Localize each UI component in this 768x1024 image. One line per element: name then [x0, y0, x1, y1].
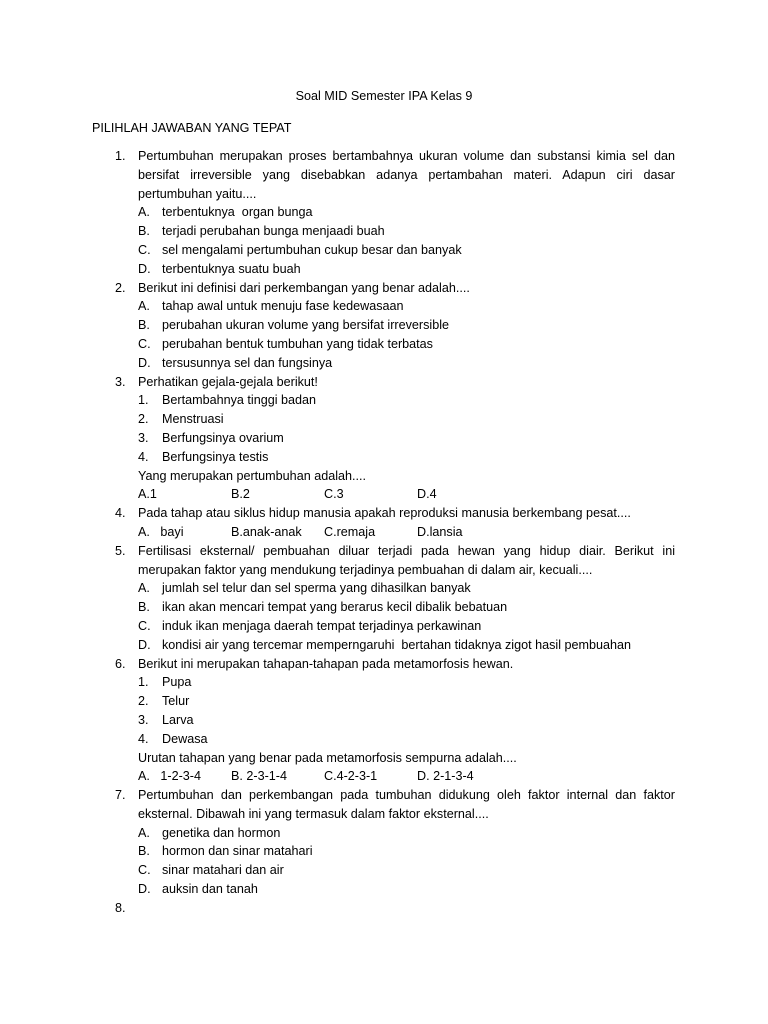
question-number: 8.: [115, 900, 126, 915]
answer-option-text: hormon dan sinar matahari: [162, 844, 313, 859]
inline-answer-option: B.anak-anak: [231, 524, 302, 539]
statement-item: [138, 391, 675, 410]
statement-item: [138, 730, 675, 749]
statement-item: [138, 429, 675, 448]
statement-item-label: 1.: [138, 675, 149, 690]
statement-item-label: 3.: [138, 712, 149, 727]
inline-answer-options: [138, 485, 675, 504]
answer-option: [138, 861, 675, 880]
question-followup: Urutan tahapan yang benar pada metamorfosis sempurna adalah....: [138, 750, 517, 765]
inline-answer-option: C.remaja: [324, 524, 376, 539]
answer-option-text: terbentuknya organ bunga: [162, 205, 313, 220]
answer-option-text: tersusunnya sel dan fungsinya: [162, 355, 333, 370]
statement-item: [138, 673, 675, 692]
answer-option-text: sel mengalami pertumbuhan cukup besar dan banyak: [162, 242, 462, 257]
answer-option: [138, 598, 675, 617]
statement-item-label: 4.: [138, 449, 149, 464]
answer-option: [138, 824, 675, 843]
question-1: [92, 147, 675, 279]
answer-option-label: A.: [138, 581, 150, 596]
question-number: 3.: [115, 374, 126, 389]
answer-option-label: B.: [138, 318, 150, 333]
answer-option-text: perubahan ukuran volume yang bersifat irreversible: [162, 318, 450, 333]
answer-option: [138, 880, 675, 899]
statement-item-label: 2.: [138, 694, 149, 709]
answer-option-text: jumlah sel telur dan sel sperma yang dihasilkan banyak: [162, 581, 471, 596]
statement-item: [138, 692, 675, 711]
inline-answer-option: D.lansia: [417, 524, 463, 539]
question-body: [138, 147, 675, 279]
answer-option-text: genetika dan hormon: [162, 825, 281, 840]
inline-answer-options: [138, 523, 675, 542]
page-title: Soal MID Semester IPA Kelas 9: [295, 89, 473, 103]
answer-option-label: D.: [138, 637, 151, 652]
question-body: [138, 373, 675, 505]
answer-option-label: C.: [138, 863, 151, 878]
answer-option: [138, 241, 675, 260]
answer-option-text: perubahan bentuk tumbuhan yang tidak terbatas: [162, 336, 433, 351]
answer-option-label: A.: [138, 299, 150, 314]
inline-answer-option: D. 2-1-3-4: [417, 769, 474, 784]
question-body: [138, 786, 675, 899]
statement-item-text: Bertambahnya tinggi badan: [162, 393, 317, 408]
statement-item-text: Pupa: [162, 675, 192, 690]
question-body: [138, 504, 675, 542]
answer-option: [138, 222, 675, 241]
statement-item-text: Berfungsinya ovarium: [162, 430, 284, 445]
question-text: Berikut ini merupakan tahapan-tahapan pada metamorfosis hewan.: [138, 656, 514, 671]
question-number: 2.: [115, 280, 126, 295]
instruction-heading: PILIHLAH JAWABAN YANG TEPAT: [92, 121, 292, 135]
question-4: [92, 504, 675, 542]
question-number: 7.: [115, 788, 126, 803]
statement-item-label: 3.: [138, 430, 149, 445]
answer-option-label: B.: [138, 600, 150, 615]
answer-option-text: kondisi air yang tercemar memperngaruhi bertahan tidaknya zigot hasil pembuahan: [162, 637, 632, 652]
answer-option: [138, 354, 675, 373]
inline-answer-option: A. 1-2-3-4: [138, 769, 201, 784]
question-3: [92, 373, 675, 505]
statement-item-text: Larva: [162, 712, 194, 727]
answer-option: [138, 617, 675, 636]
question-body: [138, 279, 675, 373]
question-text: [138, 899, 675, 918]
answer-option: [138, 636, 675, 655]
question-text: Perhatikan gejala-gejala berikut!: [138, 374, 318, 389]
question-text: Pertumbuhan merupakan proses bertambahnya ukuran volume dan substansi kimia sel dan bersifat irreversible yang disebabkan adanya pertambahan materi. Adapun ciri dasar pertumbuhan yaitu....: [138, 149, 675, 201]
answer-option-label: D.: [138, 882, 151, 897]
question-number: 6.: [115, 656, 126, 671]
question-body: [138, 542, 675, 655]
answer-option-label: A.: [138, 825, 150, 840]
question-5: [92, 542, 675, 655]
question-7: [92, 786, 675, 899]
answer-option-text: sinar matahari dan air: [162, 863, 284, 878]
answer-option-label: B.: [138, 224, 150, 239]
answer-option-label: A.: [138, 205, 150, 220]
answer-option: [138, 260, 675, 279]
question-list: [92, 147, 675, 918]
question-body: [138, 655, 675, 787]
answer-option-label: C.: [138, 242, 151, 257]
inline-answer-option: D.4: [417, 487, 437, 502]
inline-answer-option: C.3: [324, 487, 344, 502]
answer-option-text: tahap awal untuk menuju fase kedewasaan: [162, 299, 404, 314]
inline-answer-option: A. bayi: [138, 524, 184, 539]
question-text: Pertumbuhan dan perkembangan pada tumbuhan didukung oleh faktor internal dan faktor eksternal. Dibawah ini yang termasuk dalam faktor eksternal....: [138, 788, 675, 821]
question-number: 1.: [115, 149, 126, 163]
answer-option-label: D.: [138, 261, 151, 276]
answer-option: [138, 579, 675, 598]
question-text: Fertilisasi eksternal/ pembuahan diluar terjadi pada hewan yang hidup diair. Berikut ini merupakan faktor yang mendukung terjadinya pembuahan di dalam air, kecuali....: [138, 543, 675, 577]
question-text: Pada tahap atau siklus hidup manusia apakah reproduksi manusia berkembang pesat....: [138, 506, 631, 521]
question-number: 5.: [115, 543, 126, 558]
answer-option: [138, 316, 675, 335]
answer-option: [138, 335, 675, 354]
statement-item-text: Berfungsinya testis: [162, 449, 269, 464]
answer-option-label: C.: [138, 618, 151, 633]
question-body: [138, 899, 675, 918]
inline-answer-option: C.4-2-3-1: [324, 769, 378, 784]
question-number: 4.: [115, 506, 126, 521]
inline-answer-options: [138, 767, 675, 786]
question-2: [92, 279, 675, 373]
answer-option-text: auksin dan tanah: [162, 882, 258, 897]
statement-item: [138, 711, 675, 730]
question-6: [92, 655, 675, 787]
statement-item-label: 2.: [138, 412, 149, 427]
inline-answer-option: A.1: [138, 487, 157, 502]
statement-item-label: 1.: [138, 393, 149, 408]
statement-item: [138, 410, 675, 429]
answer-option-label: D.: [138, 355, 151, 370]
answer-option-label: C.: [138, 336, 151, 351]
question-followup: Yang merupakan pertumbuhan adalah....: [138, 468, 367, 483]
statement-item-text: Dewasa: [162, 731, 208, 746]
answer-option: [138, 297, 675, 316]
question-text: Berikut ini definisi dari perkembangan yang benar adalah....: [138, 280, 470, 295]
statement-item: [138, 448, 675, 467]
question-8: [92, 899, 675, 918]
statement-item-text: Telur: [162, 694, 190, 709]
answer-option-text: ikan akan mencari tempat yang berarus kecil dibalik bebatuan: [162, 600, 508, 615]
answer-option-label: B.: [138, 844, 150, 859]
answer-option: [138, 842, 675, 861]
statement-item-label: 4.: [138, 731, 149, 746]
answer-option-text: terbentuknya suatu buah: [162, 261, 301, 276]
inline-answer-option: B.2: [231, 487, 250, 502]
statement-item-text: Menstruasi: [162, 412, 224, 427]
answer-option-text: terjadi perubahan bunga menjaadi buah: [162, 224, 385, 239]
inline-answer-option: B. 2-3-1-4: [231, 769, 287, 784]
answer-option-text: induk ikan menjaga daerah tempat terjadinya perkawinan: [162, 618, 482, 633]
answer-option: [138, 203, 675, 222]
